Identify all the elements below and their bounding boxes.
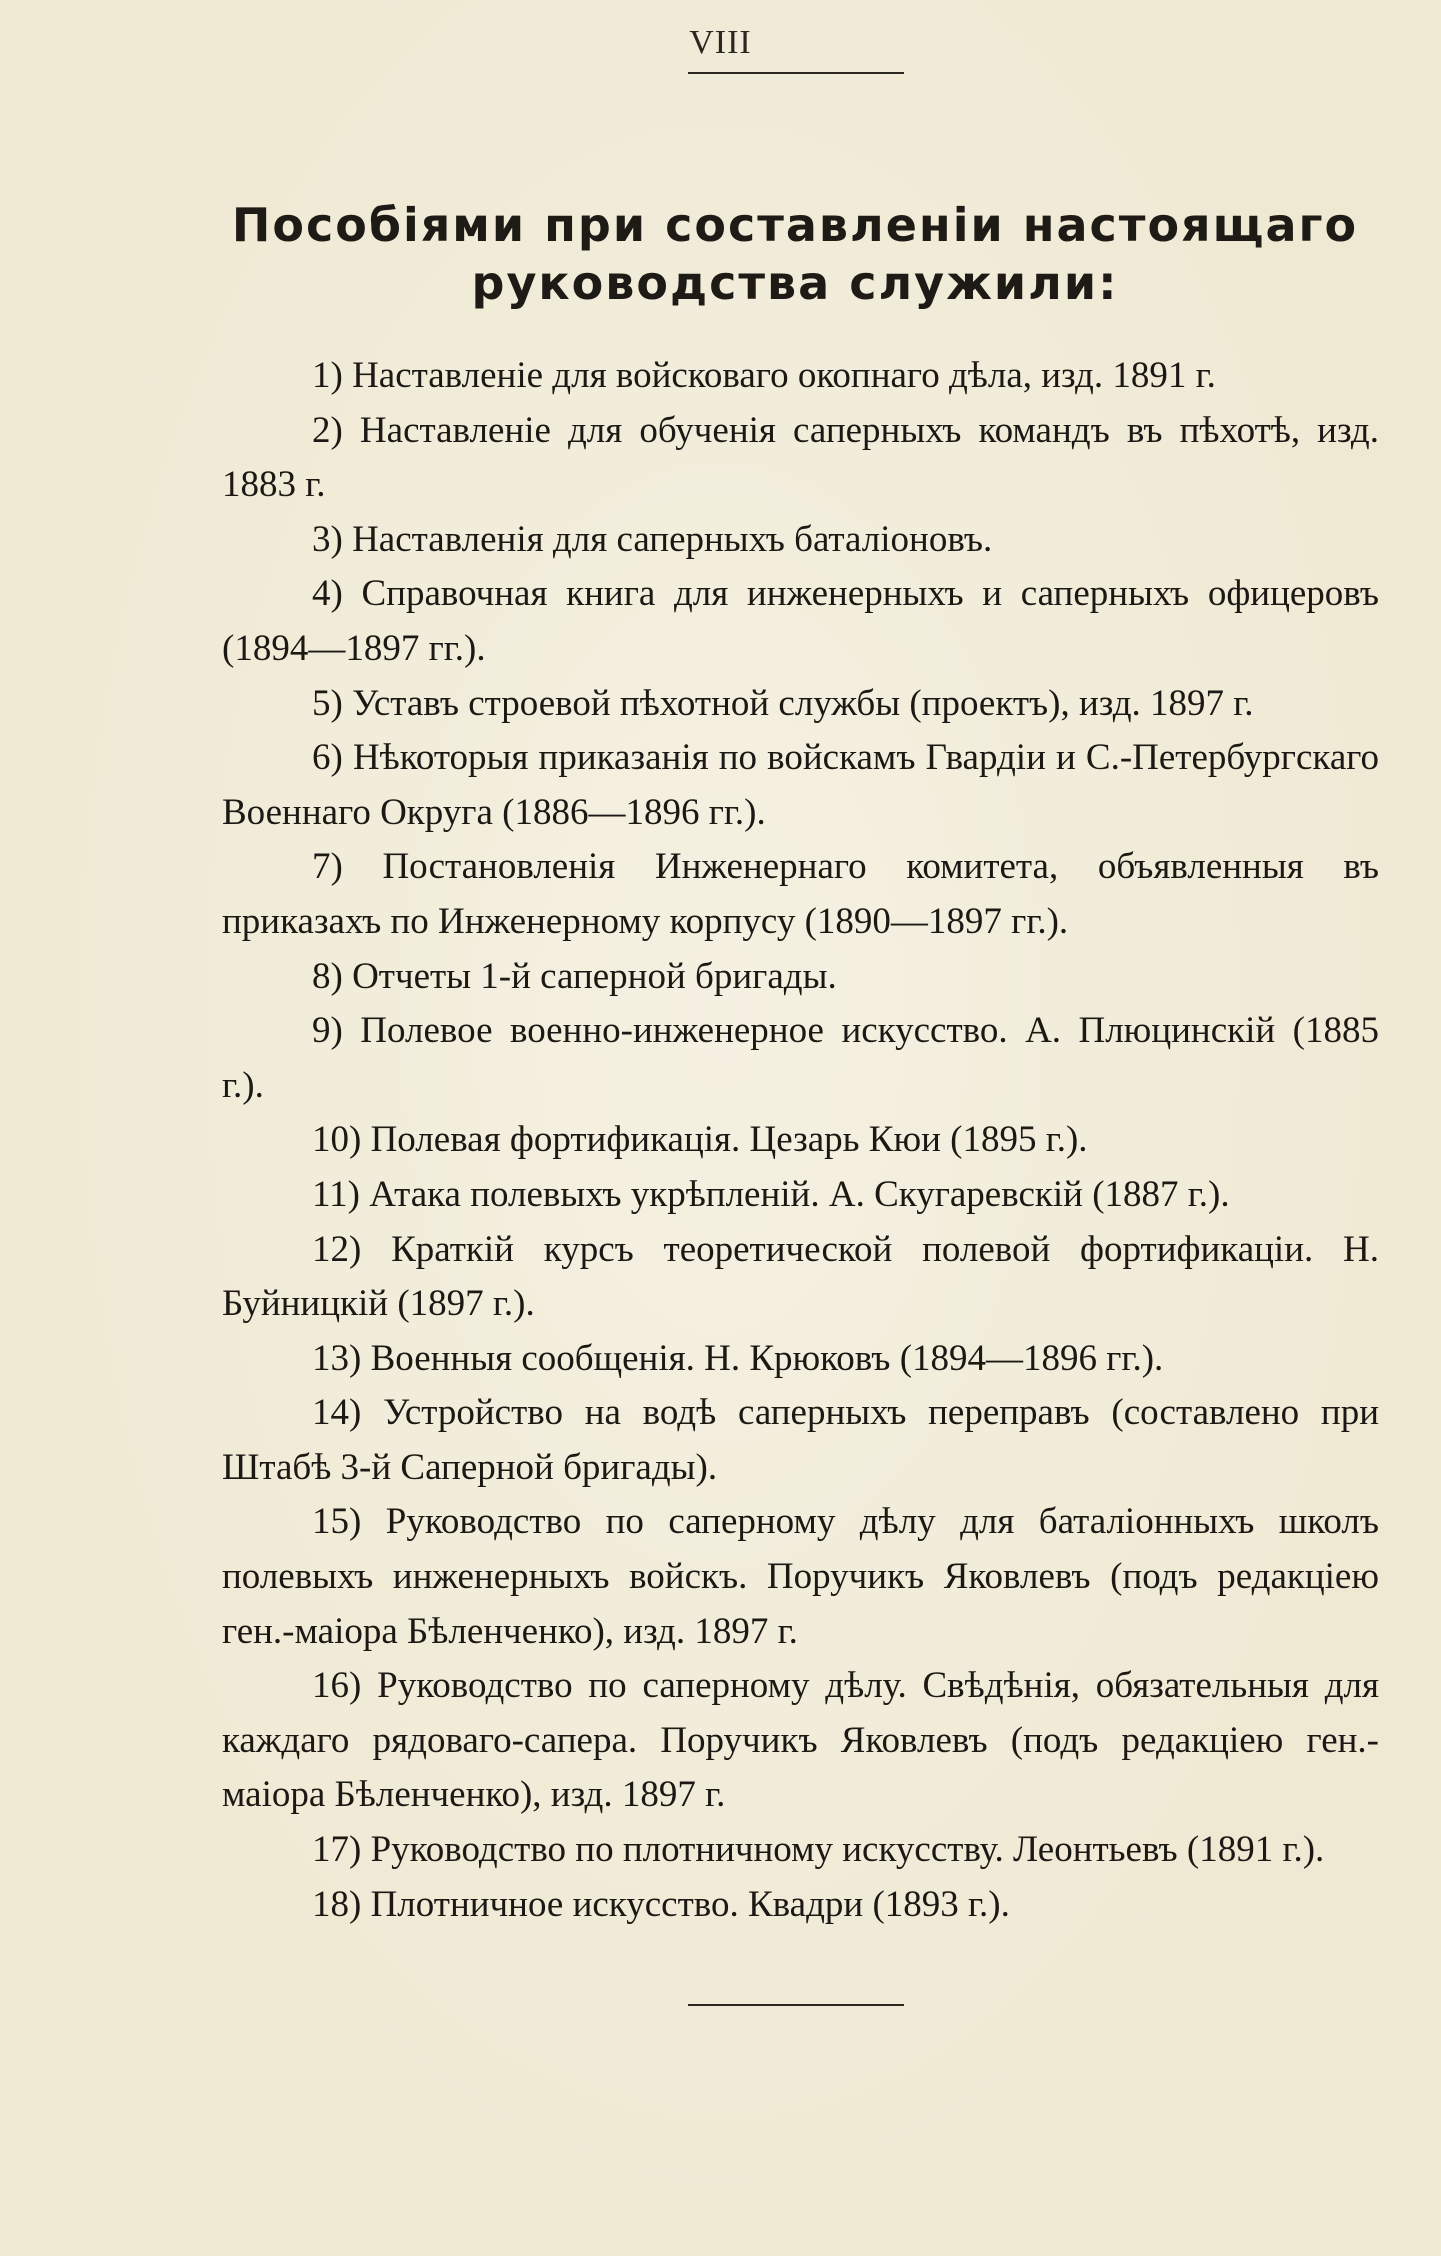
page-number: VIII xyxy=(689,24,752,61)
item-number: 15) xyxy=(312,1501,362,1543)
sources-list xyxy=(222,349,1379,1932)
list-item xyxy=(222,567,1379,676)
item-number: 9) xyxy=(312,1010,343,1052)
list-item xyxy=(222,1659,1379,1823)
list-item xyxy=(222,1495,1379,1659)
item-number: 5) xyxy=(312,682,343,724)
item-text: Плотничное искусство. Квадри (1893 г.). xyxy=(370,1883,1010,1925)
list-item xyxy=(222,1168,1379,1223)
list-item xyxy=(222,1332,1379,1387)
list-item xyxy=(222,1878,1379,1933)
item-text: Руководство по плотничному искусству. Леонтьевъ (1891 г.). xyxy=(370,1829,1325,1871)
list-item xyxy=(222,1004,1379,1113)
footer-rule xyxy=(688,2004,904,2006)
item-number: 18) xyxy=(312,1883,362,1925)
item-number: 11) xyxy=(312,1173,360,1215)
item-text: Нѣкоторыя приказанія по войскамъ Гвардіи и С.-Петербургскаго Военнаго Округа (1886—1896 гг.). xyxy=(222,737,1380,833)
item-text: Руководство по саперному дѣлу для баталіонныхъ школъ полевыхъ инженерныхъ войскъ. Поручикъ Яковлевъ (подъ редакціею ген.-маіора Бѣленченко), изд. 1897 г. xyxy=(222,1501,1380,1652)
list-item xyxy=(222,513,1379,568)
list-item xyxy=(222,731,1379,840)
item-number: 12) xyxy=(312,1228,362,1270)
list-item xyxy=(222,840,1379,949)
item-text: Справочная книга для инженерныхъ и саперныхъ офицеровъ (1894—1897 гг.). xyxy=(222,573,1379,669)
list-item xyxy=(222,349,1379,404)
item-text: Полевое военно-инженерное искусство. А. Плюцинскій (1885 г.). xyxy=(222,1010,1379,1106)
item-number: 6) xyxy=(312,737,343,779)
item-text: Краткій курсъ теоретической полевой фортификаціи. Н. Буйницкій (1897 г.). xyxy=(222,1228,1379,1325)
list-item xyxy=(222,950,1379,1005)
item-text: Устройство на водѣ саперныхъ переправъ (составлено при Штабѣ 3-й Саперной бригады). xyxy=(222,1392,1380,1488)
list-item xyxy=(222,1386,1379,1495)
page-title xyxy=(190,196,1400,312)
item-number: 13) xyxy=(312,1337,362,1379)
list-item xyxy=(222,1823,1379,1878)
item-text: Постановленія Инженернаго комитета, объявленныя въ приказахъ по Инженерному корпусу (1890—1897 гг.). xyxy=(222,846,1379,942)
item-text: Атака полевыхъ укрѣпленій. А. Скугаревскій (1887 г.). xyxy=(369,1173,1230,1215)
item-number: 7) xyxy=(312,846,343,888)
item-text: Наставленія для саперныхъ баталіоновъ. xyxy=(352,518,993,560)
item-text: Наставленіе для обученія саперныхъ командъ въ пѣхотѣ, изд. 1883 г. xyxy=(222,409,1379,506)
title-line-1: Пособіями при составленіи настоящаго xyxy=(231,198,1359,252)
item-number: 10) xyxy=(312,1119,362,1161)
item-text: Руководство по саперному дѣлу. Свѣдѣнія, обязательныя для каждаго рядоваго-сапера. Поручикъ Яковлевъ (подъ редакціею ген.-маіора Бѣленченко), изд. 1897 г. xyxy=(222,1665,1380,1816)
list-item xyxy=(222,1113,1379,1168)
item-number: 14) xyxy=(312,1392,362,1434)
list-item xyxy=(222,404,1379,513)
item-number: 8) xyxy=(312,955,343,997)
item-text: Отчеты 1-й саперной бригады. xyxy=(352,955,837,997)
item-text: Военныя сообщенія. Н. Крюковъ (1894—1896 гг.). xyxy=(370,1337,1164,1379)
item-number: 16) xyxy=(312,1665,362,1707)
item-number: 3) xyxy=(312,518,343,560)
list-item xyxy=(222,677,1379,732)
item-text: Полевая фортификація. Цезарь Кюи (1895 г.). xyxy=(370,1119,1088,1161)
item-number: 17) xyxy=(312,1829,362,1871)
item-number: 2) xyxy=(312,409,343,451)
item-text: Наставленіе для войсковаго окопнаго дѣла, изд. 1891 г. xyxy=(352,355,1216,396)
header-rule xyxy=(688,72,904,74)
list-item xyxy=(222,1223,1379,1332)
item-text: Уставъ строевой пѣхотной службы (проектъ), изд. 1897 г. xyxy=(352,682,1254,724)
item-number: 1) xyxy=(312,355,343,396)
title-line-2: руководства служили: xyxy=(471,256,1119,310)
item-number: 4) xyxy=(312,573,343,615)
